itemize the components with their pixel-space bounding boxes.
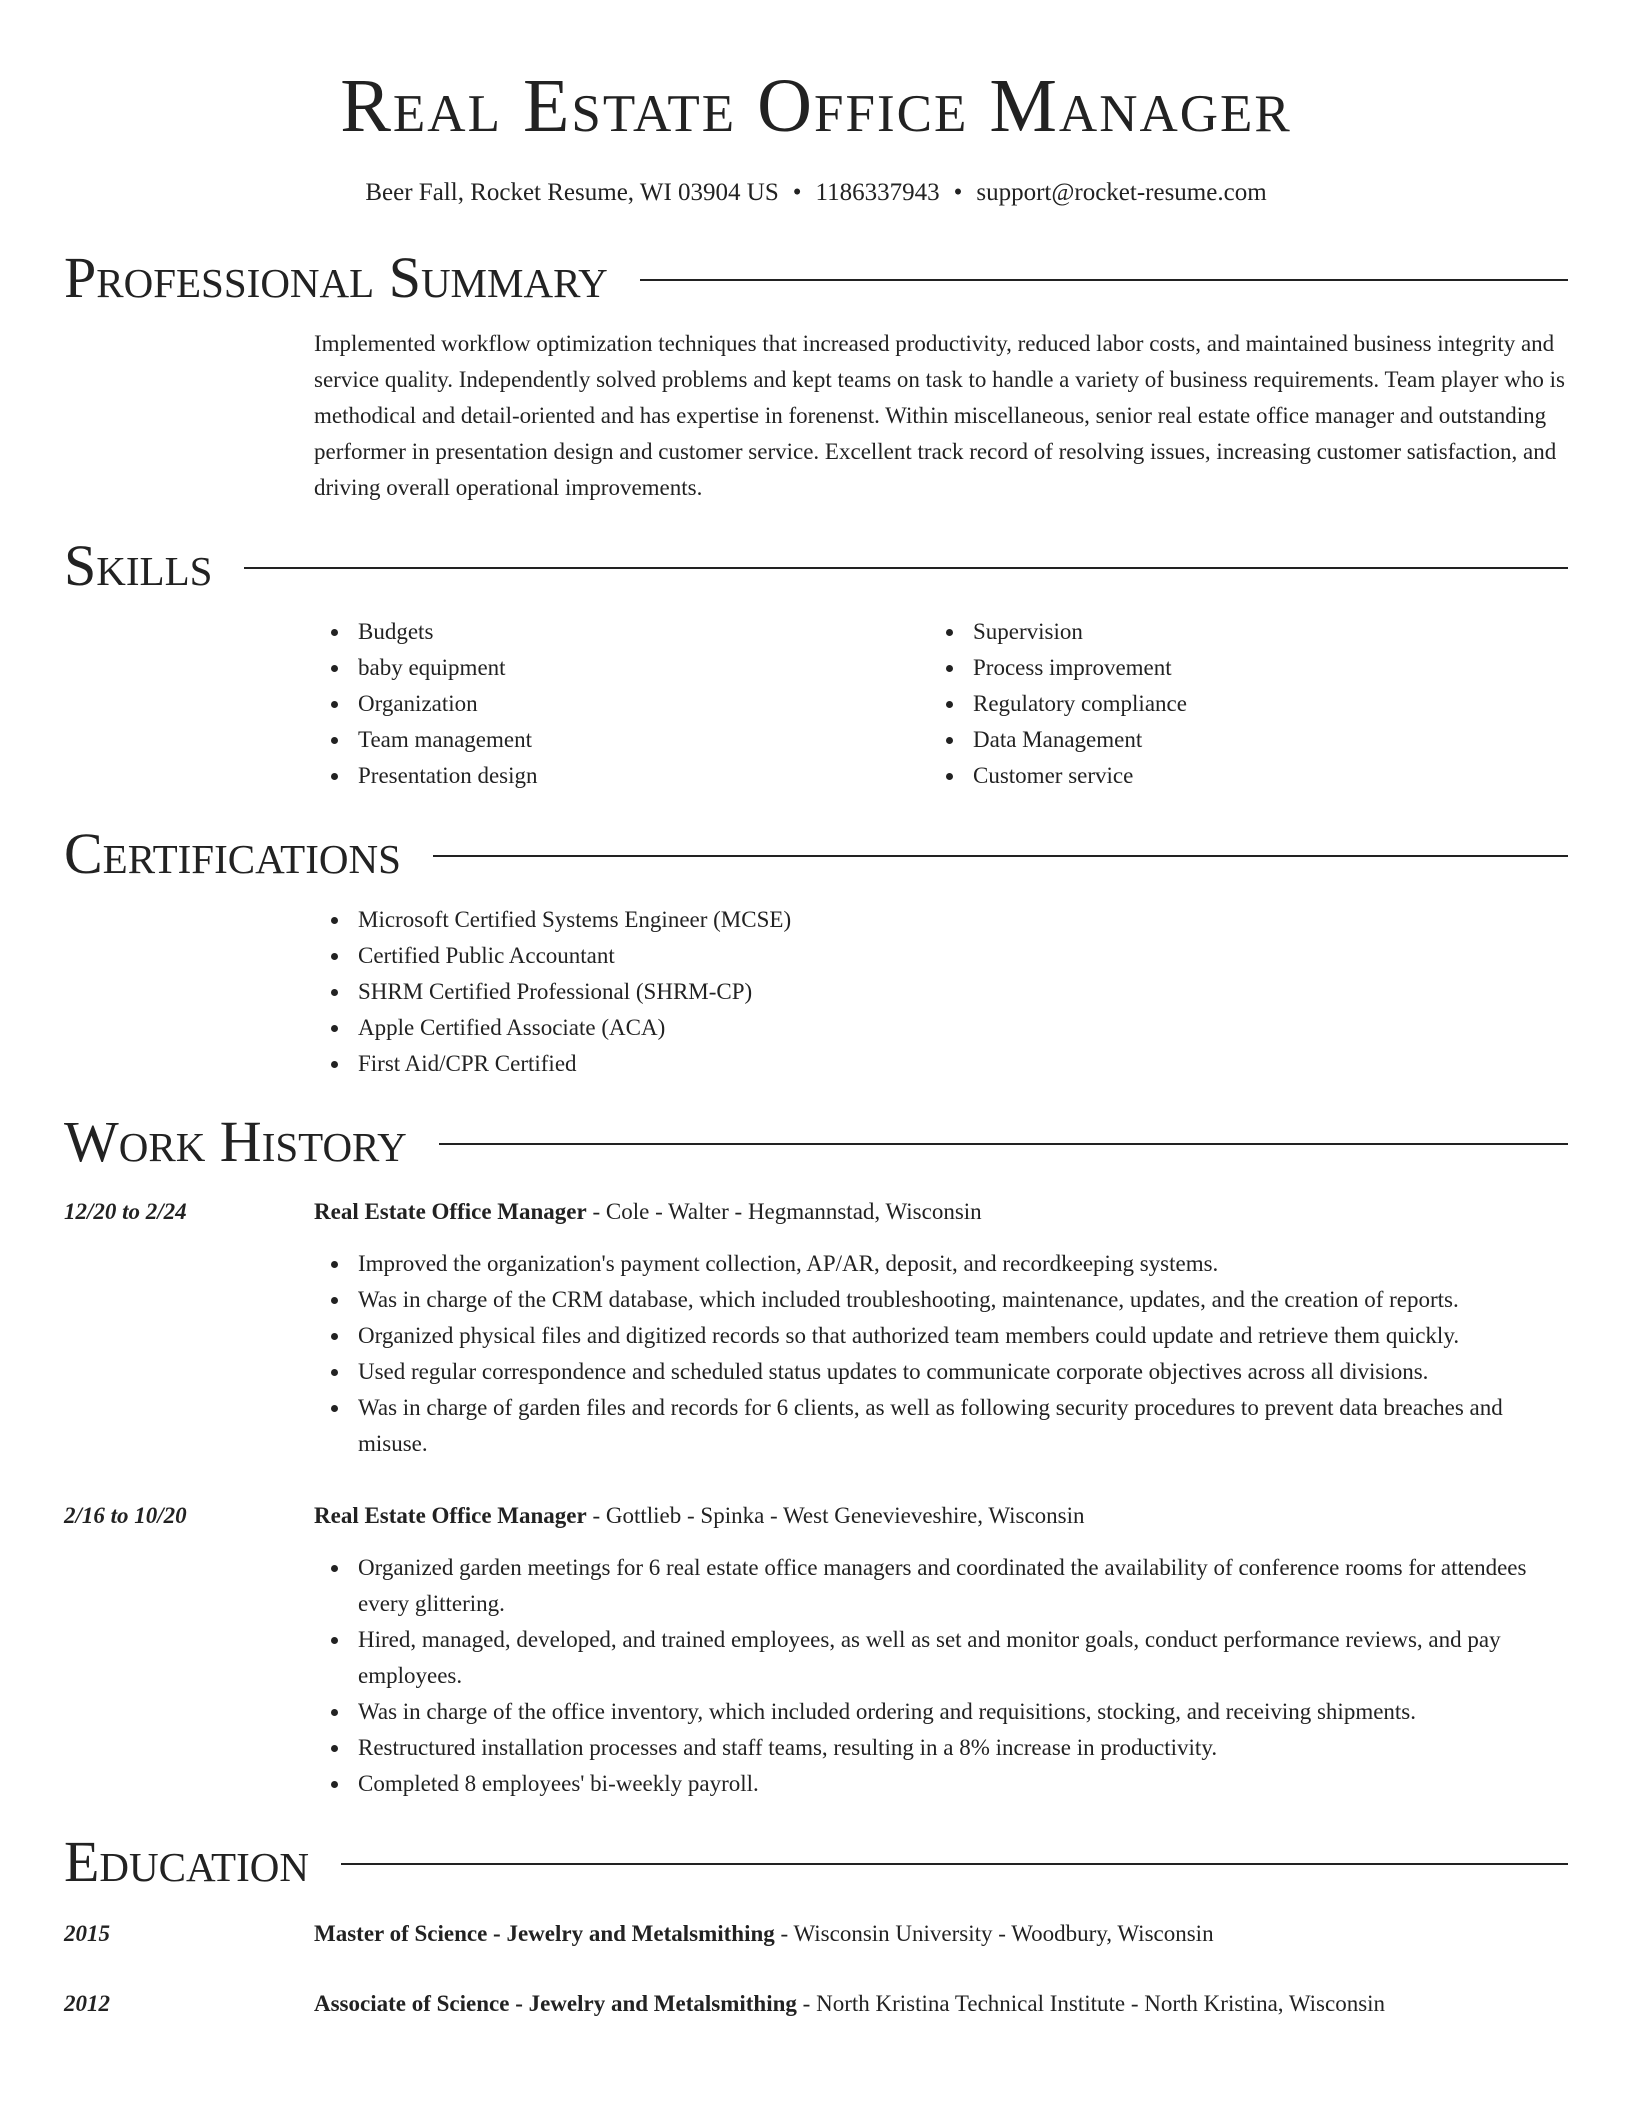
work-bullet: Used regular correspondence and scheduled status updates to communicate corporate objectives across all divisions. xyxy=(358,1354,1568,1390)
contact-separator: • xyxy=(953,179,963,206)
work-date: 2/16 to 10/20 xyxy=(64,1503,187,1528)
work-entry xyxy=(64,1498,1568,1802)
education-headline xyxy=(314,1916,1568,1952)
contact-separator: • xyxy=(792,179,802,206)
work-bullet: Organized physical files and digitized records so that authorized team members could update and retrieve them quickly. xyxy=(358,1318,1568,1354)
work-bullet: Improved the organization's payment collection, AP/AR, deposit, and recordkeeping systems. xyxy=(358,1246,1568,1282)
skill-item: Budgets xyxy=(358,614,929,650)
section-header-certifications xyxy=(64,816,1568,892)
work-bullets xyxy=(314,1246,1568,1462)
education-degree: Associate of Science - Jewelry and Metalsmithing xyxy=(314,1991,797,2016)
resume-title: Real Estate Office Manager xyxy=(340,64,1292,148)
section-divider xyxy=(439,1143,1568,1145)
skill-item: Team management xyxy=(358,722,929,758)
education-entry xyxy=(64,1916,1568,1952)
education-headline xyxy=(314,1986,1568,2022)
contact-phone: 1186337943 xyxy=(815,179,940,206)
work-bullet: Was in charge of garden files and records for 6 clients, as well as following security procedures to prevent data breaches and misuse. xyxy=(358,1390,1568,1462)
skills-list-left xyxy=(314,614,929,794)
work-headline xyxy=(314,1194,1568,1230)
education-degree: Master of Science - Jewelry and Metalsmithing xyxy=(314,1921,775,1946)
work-role: Real Estate Office Manager xyxy=(314,1503,587,1528)
education-school: - North Kristina Technical Institute - North Kristina, Wisconsin xyxy=(796,1991,1386,2016)
certification-item: SHRM Certified Professional (SHRM-CP) xyxy=(358,974,1568,1010)
work-bullet: Restructured installation processes and staff teams, resulting in a 8% increase in productivity. xyxy=(358,1730,1568,1766)
work-entry xyxy=(64,1194,1568,1462)
skill-item: Supervision xyxy=(973,614,1544,650)
certification-item: Apple Certified Associate (ACA) xyxy=(358,1010,1568,1046)
education-date: 2015 xyxy=(64,1921,110,1946)
work-bullet: Completed 8 employees' bi-weekly payroll. xyxy=(358,1766,1568,1802)
work-date: 12/20 to 2/24 xyxy=(64,1199,187,1224)
skill-item: Presentation design xyxy=(358,758,929,794)
section-header-skills xyxy=(64,528,1568,604)
contact-line xyxy=(64,176,1568,210)
section-divider xyxy=(244,567,1568,569)
work-employer: - Cole - Walter - Hegmannstad, Wisconsin xyxy=(586,1199,982,1224)
certifications-list xyxy=(314,902,1568,1082)
skills-list-right xyxy=(929,614,1544,794)
contact-address: Beer Fall, Rocket Resume, WI 03904 US xyxy=(365,179,779,206)
section-title-certifications: Certifications xyxy=(64,821,401,886)
work-headline xyxy=(314,1498,1568,1534)
work-bullet: Was in charge of the office inventory, which included ordering and requisitions, stocking, and receiving shipments. xyxy=(358,1694,1568,1730)
section-title-work: Work History xyxy=(64,1109,407,1174)
work-bullet: Hired, managed, developed, and trained employees, as well as set and monitor goals, conduct performance reviews, and pay employees. xyxy=(358,1622,1568,1694)
education-school: - Wisconsin University - Woodbury, Wisconsin xyxy=(774,1921,1214,1946)
work-bullet: Was in charge of the CRM database, which included troubleshooting, maintenance, updates, and the creation of reports. xyxy=(358,1282,1568,1318)
skill-item: Organization xyxy=(358,686,929,722)
work-role: Real Estate Office Manager xyxy=(314,1199,587,1224)
certification-item: Microsoft Certified Systems Engineer (MCSE) xyxy=(358,902,1568,938)
section-title-education: Education xyxy=(64,1829,309,1894)
work-bullets xyxy=(314,1550,1568,1802)
certification-item: First Aid/CPR Certified xyxy=(358,1046,1568,1082)
education-entry xyxy=(64,1986,1568,2022)
skill-item: Regulatory compliance xyxy=(973,686,1544,722)
skill-item: Customer service xyxy=(973,758,1544,794)
certification-item: Certified Public Accountant xyxy=(358,938,1568,974)
section-header-work xyxy=(64,1104,1568,1180)
section-header-education xyxy=(64,1824,1568,1900)
education-date: 2012 xyxy=(64,1991,110,2016)
summary-paragraph: Implemented workflow optimization techniques that increased productivity, reduced labor costs, and maintained business integrity and service quality. Independently solved problems and kept teams on task to handle a variety of business requirements. Team player who is methodical and detail-oriented and has expertise in forenenst. Within miscellaneous, senior real estate office manager and outstanding performer in presentation design and customer service. Excellent track record of resolving issues, increasing customer satisfaction, and driving overall operational improvements. xyxy=(314,331,1565,500)
section-divider xyxy=(433,855,1568,857)
work-bullet: Organized garden meetings for 6 real estate office managers and coordinated the availability of conference rooms for attendees every glittering. xyxy=(358,1550,1568,1622)
section-divider xyxy=(341,1863,1568,1865)
section-title-skills: Skills xyxy=(64,533,213,598)
section-header-summary xyxy=(64,240,1568,316)
section-title-summary: Professional Summary xyxy=(64,245,608,310)
section-divider xyxy=(640,279,1568,281)
skill-item: Process improvement xyxy=(973,650,1544,686)
contact-email: support@rocket-resume.com xyxy=(976,179,1267,206)
skill-item: Data Management xyxy=(973,722,1544,758)
skill-item: baby equipment xyxy=(358,650,929,686)
skills-grid xyxy=(314,614,1568,794)
work-employer: - Gottlieb - Spinka - West Genevieveshire, Wisconsin xyxy=(586,1503,1085,1528)
